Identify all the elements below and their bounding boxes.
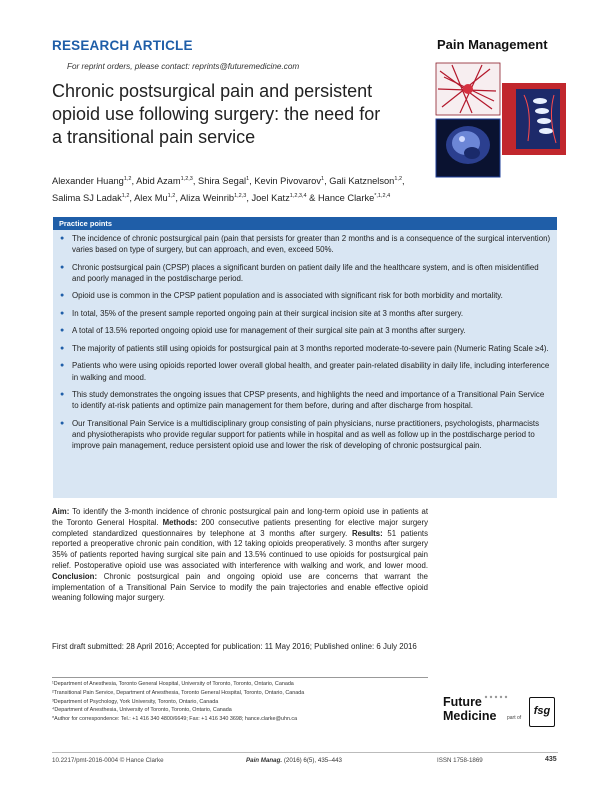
- footer-citation: [246, 757, 342, 764]
- list-item: ● Opioid use is common in the CPSP patient population and is associated with significant risk for both morbidity and mortality.: [60, 291, 503, 301]
- title-line: Chronic postsurgical pain and persistent: [52, 81, 373, 101]
- author-affiliation-marker: 1: [321, 176, 325, 182]
- author-name: Abid Azam: [136, 176, 181, 187]
- article-title: [52, 80, 422, 149]
- author-name: Shira Segal: [198, 176, 247, 187]
- list-item: ● Patients who were using opioids reported lower overall global health, and greater pain-related disability in daily life, including interference in walking and mood.: [60, 361, 550, 382]
- author-affiliation-marker: 1,2,3,4: [289, 193, 307, 200]
- list-item: ● Chronic postsurgical pain (CPSP) places a significant burden on patient daily life and the healthcare system, and is often misidentified and poorly managed in the postdischarge period.: [60, 262, 539, 283]
- author-name: Hance Clarke: [317, 193, 375, 204]
- author-name: Alexander Huang: [52, 176, 124, 187]
- affiliation: ²Transitional Pain Service, Department of Anesthesia, Toronto General Hospital, Toronto, Ontario, Canada: [52, 689, 305, 696]
- abstract-conclusion: Chronic postsurgical pain and ongoing opioid use are concerns that warrant the implementation of a Transitional Pain Service to modify the pain trajectories and enable effective opioid weaning following major surgery.: [52, 571, 428, 603]
- author-name: Gali Katznelson: [329, 176, 395, 187]
- bullet-icon: ●: [60, 362, 65, 370]
- affiliation: ³Department of Psychology, York University, Toronto, Ontario, Canada: [52, 698, 219, 705]
- logo-line: Medicine: [443, 709, 497, 723]
- logo-part-of: part of: [507, 715, 522, 721]
- publication-dates: First draft submitted: 28 April 2016; Accepted for publication: 11 May 2016; Published online: 6 July 2016: [52, 642, 417, 651]
- abstract-methods-label: Methods:: [162, 517, 198, 527]
- abstract-methods: 200 consecutive patients presenting for elective major surgery completed standardized questionnaires by telephone at 3 months after surgery.: [52, 517, 428, 538]
- affiliations: [52, 680, 452, 724]
- footer-issn: ISSN 1758-1869: [437, 757, 483, 764]
- list-item: ● Our Transitional Pain Service is a multidisciplinary group consisting of pain physicians, nurse practitioners, psychologists, pharmacists and physiotherapists who provide regular support for patients while in hospital and as well as follow up in the postdischarge period to improve pain management, reduce persistent opioid use and lower the risk of developing of chronic postsurgical pain.: [60, 418, 540, 451]
- author-affiliation-marker: 1,2: [121, 193, 130, 200]
- title-line: opioid use following surgery: the need for: [52, 104, 381, 124]
- bullet-icon: ●: [60, 309, 65, 317]
- practice-points-box: [53, 217, 557, 498]
- footer-divider: [52, 752, 558, 753]
- author-affiliation-marker: 1: [246, 176, 250, 182]
- abstract-conclusion-label: Conclusion:: [52, 571, 98, 581]
- citation-details: (2016) 6(5), 435–443: [282, 757, 342, 764]
- list-item: ● The majority of patients still using opioids for postsurgical pain at 3 months reported moderate-to-severe pain (Numeric Rating Scale ≥4).: [60, 343, 549, 353]
- bullet-icon: ●: [60, 327, 65, 335]
- bullet-icon: ●: [60, 419, 65, 427]
- author-name: Joel Katz: [251, 193, 290, 204]
- reprint-note: For reprint orders, please contact: reprints@futuremedicine.com: [67, 62, 300, 71]
- journal-cover-image: [432, 61, 568, 179]
- author-name: Alex Mu: [134, 193, 168, 204]
- practice-points-list: [53, 233, 557, 458]
- list-item: ● In total, 35% of the present sample reported ongoing pain at their surgical incision site at 3 months after surgery.: [60, 308, 464, 318]
- bullet-icon: ●: [60, 344, 65, 352]
- section-label: RESEARCH ARTICLE: [52, 38, 193, 53]
- divider: [52, 677, 428, 678]
- page-number: 435: [545, 756, 557, 763]
- bullet-icon: ●: [60, 292, 65, 300]
- abstract: [52, 507, 428, 604]
- footer-doi: 10.2217/pmt-2016-0004 © Hance Clarke: [52, 757, 164, 764]
- fsg-badge: fsg: [529, 697, 555, 727]
- journal-name: Pain Management: [437, 37, 548, 52]
- dots-icon: [483, 693, 513, 701]
- author-name: Salima SJ Ladak: [52, 193, 122, 204]
- abstract-results: 51 patients reported a preoperative chronic pain condition, with 12 taking opioids preoperatively. 3 months after surgery 35% of patients reported having surgical site pain and 13.5% continued to use opioids for postsurgical pain relief. Postoperative opioid use was associated with interference with walking and work, and lower mood.: [52, 528, 428, 570]
- author-affiliation-marker: 1,2,3: [234, 193, 247, 200]
- bullet-icon: ●: [60, 235, 65, 242]
- abstract-results-label: Results:: [351, 528, 383, 538]
- affiliation: ⁴Department of Anesthesia, University of Toronto, Toronto, Ontario, Canada: [52, 707, 232, 714]
- list-item: ● This study demonstrates the ongoing issues that CPSP presents, and highlights the need and importance of a Transitional Pain Service to identify at-risk patients and optimize pain management for them before, during and after discharge from hospital.: [60, 390, 545, 411]
- author-affiliation-marker: 1,2,3: [180, 176, 193, 182]
- practice-points-heading: Practice points: [53, 217, 557, 230]
- logo-line: Future: [443, 695, 482, 709]
- future-medicine-logo: [443, 693, 557, 733]
- author-affiliation-marker: 1,2: [394, 176, 403, 182]
- author-affiliation-marker: 1,2: [123, 176, 132, 182]
- author-list: Alexander Huang$^{1,2}$, Abid Azam$^{1,2,3}$, Shira Segal$^1$, Kevin Pivovarov$^1$, Gali Katznelson$^{1,2}$, Salima SJ Ladak$^{1,2}$, Alex Mu$^{1,2}$, Aliza Weinrib$^{1,2,3}$, Joel Katz$^{1,2,3,4}$ & Hance Clarke$^{*,1,2,4}$: [52, 176, 405, 204]
- author-affiliation-marker: 1,2: [167, 193, 176, 200]
- abstract-aim-label: Aim:: [52, 507, 70, 516]
- author-name: Kevin Pivovarov: [254, 176, 321, 187]
- citation-journal: Pain Manag.: [246, 757, 283, 764]
- author-name: Aliza Weinrib: [179, 193, 235, 204]
- title-line: a transitional pain service: [52, 127, 256, 147]
- bullet-icon: ●: [60, 263, 65, 271]
- list-item: ● A total of 13.5% reported ongoing opioid use for management of their surgical site pain at 3 months after surgery.: [60, 326, 466, 336]
- abstract-aim: To identify the 3-month incidence of chronic postsurgical pain and long-term opioid use in patients at the Toronto General Hospital.: [52, 507, 428, 527]
- bullet-icon: ●: [60, 391, 65, 399]
- correspondence: *Author for correspondence: Tel.: +1 416 340 4800/6649; Fax: +1 416 340 3698; hance.clarke@uhn.ca: [52, 716, 298, 723]
- list-item: ● The incidence of chronic postsurgical pain (pain that persists for greater than 2 months and is a consequence of the surgical intervention) varies based on type of surgery, but can approach, and even, exceed 50%.: [60, 234, 551, 255]
- author-affiliation-marker: *,1,2,4: [374, 193, 391, 200]
- affiliation: ¹Department of Anesthesia, Toronto General Hospital, University of Toronto, Toronto, Ontario, Canada: [52, 681, 294, 687]
